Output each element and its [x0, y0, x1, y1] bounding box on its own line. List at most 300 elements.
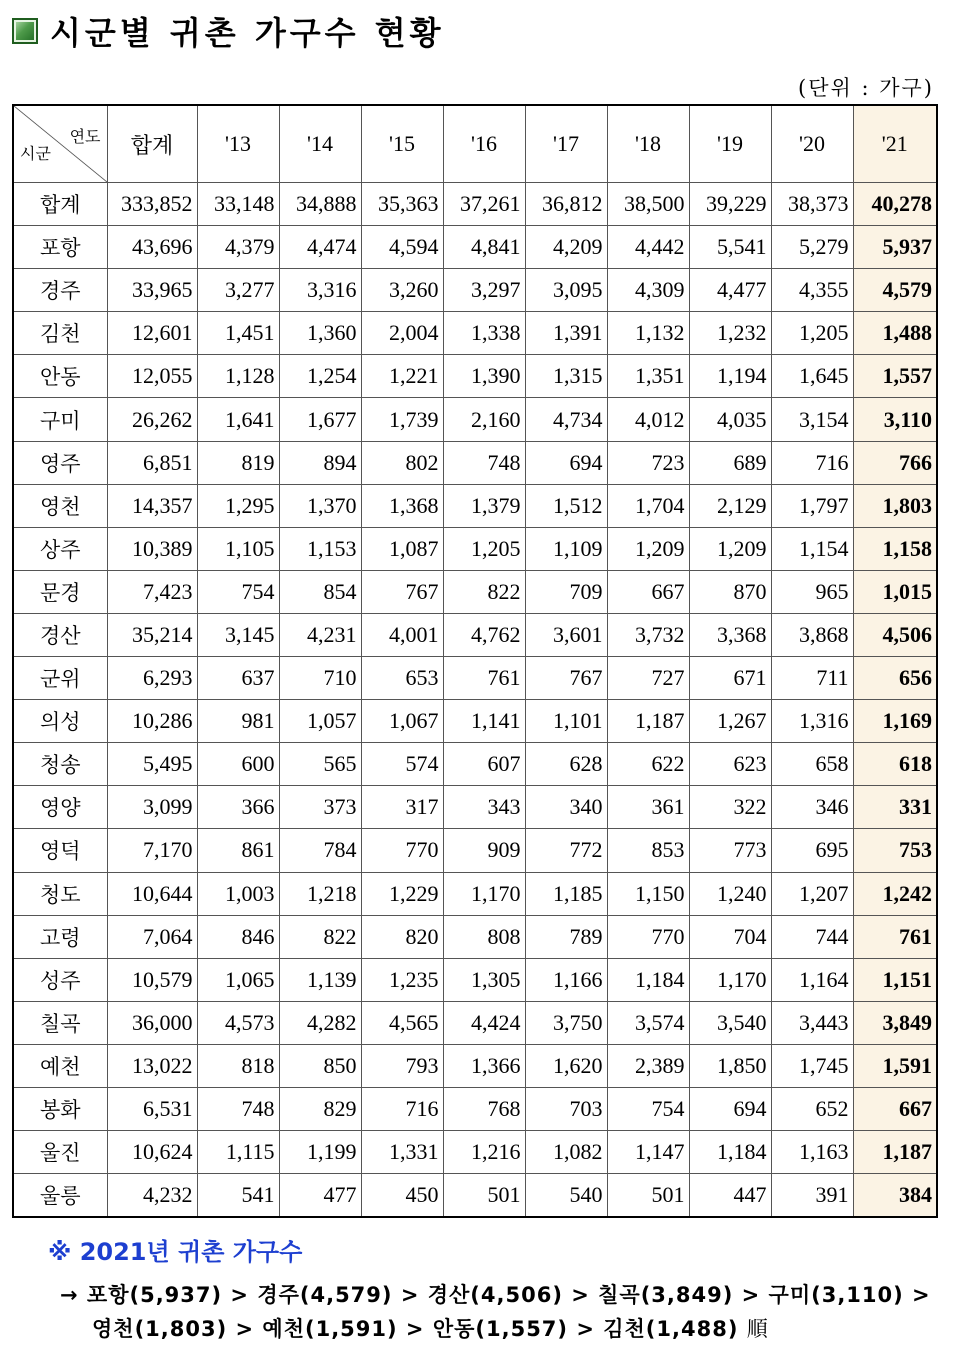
- value-cell: 1,105: [197, 527, 279, 570]
- value-cell: 12,601: [107, 312, 197, 355]
- value-cell: 3,260: [361, 269, 443, 312]
- value-cell: 3,277: [197, 269, 279, 312]
- table-row: [13, 786, 937, 829]
- value-cell: 10,624: [107, 1131, 197, 1174]
- value-cell: 704: [689, 915, 771, 958]
- value-cell: 773: [689, 829, 771, 872]
- value-cell: 727: [607, 657, 689, 700]
- value-cell: 1,240: [689, 872, 771, 915]
- value-cell: 5,279: [771, 226, 853, 269]
- value-cell: 13,022: [107, 1044, 197, 1087]
- value-cell: 667: [853, 1087, 937, 1130]
- value-cell: 33,965: [107, 269, 197, 312]
- value-cell: 1,216: [443, 1131, 525, 1174]
- value-cell: 391: [771, 1174, 853, 1217]
- value-cell: 1,184: [607, 958, 689, 1001]
- value-cell: 981: [197, 700, 279, 743]
- value-cell: 744: [771, 915, 853, 958]
- table-header-row: [13, 105, 937, 183]
- value-cell: 1,170: [443, 872, 525, 915]
- value-cell: 1,232: [689, 312, 771, 355]
- region-cell: 경산: [13, 613, 107, 656]
- value-cell: 1,254: [279, 355, 361, 398]
- value-cell: 7,170: [107, 829, 197, 872]
- value-cell: 2,004: [361, 312, 443, 355]
- region-cell: 영덕: [13, 829, 107, 872]
- table-row: [13, 657, 937, 700]
- note-heading: ※ 2021년 귀촌 가구수: [48, 1238, 303, 1266]
- value-cell: 607: [443, 743, 525, 786]
- value-cell: 2,389: [607, 1044, 689, 1087]
- value-cell: 1,390: [443, 355, 525, 398]
- value-cell: 14,357: [107, 484, 197, 527]
- value-cell: 340: [525, 786, 607, 829]
- table-row: [13, 570, 937, 613]
- value-cell: 784: [279, 829, 361, 872]
- value-cell: 909: [443, 829, 525, 872]
- value-cell: 4,001: [361, 613, 443, 656]
- value-cell: 716: [361, 1087, 443, 1130]
- value-cell: 1,267: [689, 700, 771, 743]
- table-row: [13, 355, 937, 398]
- value-cell: 4,477: [689, 269, 771, 312]
- table-row: [13, 441, 937, 484]
- region-cell: 안동: [13, 355, 107, 398]
- value-cell: 3,110: [853, 398, 937, 441]
- green-square-bullet-icon: [12, 18, 38, 44]
- value-cell: 1,109: [525, 527, 607, 570]
- value-cell: 820: [361, 915, 443, 958]
- value-cell: 1,003: [197, 872, 279, 915]
- region-cell: 봉화: [13, 1087, 107, 1130]
- column-header: '17: [525, 105, 607, 183]
- region-cell: 군위: [13, 657, 107, 700]
- value-cell: 1,351: [607, 355, 689, 398]
- value-cell: 793: [361, 1044, 443, 1087]
- table-row: [13, 829, 937, 872]
- value-cell: 1,803: [853, 484, 937, 527]
- value-cell: 1,739: [361, 398, 443, 441]
- value-cell: 623: [689, 743, 771, 786]
- region-cell: 김천: [13, 312, 107, 355]
- value-cell: 3,750: [525, 1001, 607, 1044]
- table-row: [13, 700, 937, 743]
- value-cell: 3,601: [525, 613, 607, 656]
- value-cell: 671: [689, 657, 771, 700]
- value-cell: 1,205: [771, 312, 853, 355]
- value-cell: 1,153: [279, 527, 361, 570]
- table-row: [13, 269, 937, 312]
- value-cell: 4,012: [607, 398, 689, 441]
- value-cell: 1,641: [197, 398, 279, 441]
- value-cell: 37,261: [443, 183, 525, 226]
- value-cell: 618: [853, 743, 937, 786]
- region-cell: 영천: [13, 484, 107, 527]
- value-cell: 38,373: [771, 183, 853, 226]
- value-cell: 3,099: [107, 786, 197, 829]
- table-row: [13, 613, 937, 656]
- value-cell: 33,148: [197, 183, 279, 226]
- value-cell: 754: [607, 1087, 689, 1130]
- value-cell: 4,442: [607, 226, 689, 269]
- value-cell: 766: [853, 441, 937, 484]
- table-row: [13, 1087, 937, 1130]
- value-cell: 709: [525, 570, 607, 613]
- column-header: '18: [607, 105, 689, 183]
- value-cell: 447: [689, 1174, 771, 1217]
- value-cell: 710: [279, 657, 361, 700]
- value-cell: 4,474: [279, 226, 361, 269]
- table-row: [13, 1044, 937, 1087]
- value-cell: 767: [525, 657, 607, 700]
- value-cell: 1,366: [443, 1044, 525, 1087]
- value-cell: 1,677: [279, 398, 361, 441]
- table-row: [13, 1131, 937, 1174]
- value-cell: 3,443: [771, 1001, 853, 1044]
- value-cell: 667: [607, 570, 689, 613]
- corner-year-label: 연도: [69, 127, 101, 146]
- value-cell: 653: [361, 657, 443, 700]
- value-cell: 1,169: [853, 700, 937, 743]
- table-row: [13, 915, 937, 958]
- value-cell: 748: [443, 441, 525, 484]
- value-cell: 861: [197, 829, 279, 872]
- value-cell: 789: [525, 915, 607, 958]
- value-cell: 3,732: [607, 613, 689, 656]
- value-cell: 1,151: [853, 958, 937, 1001]
- value-cell: 5,937: [853, 226, 937, 269]
- value-cell: 38,500: [607, 183, 689, 226]
- value-cell: 1,704: [607, 484, 689, 527]
- value-cell: 819: [197, 441, 279, 484]
- ranking-line-2: [60, 1312, 940, 1346]
- value-cell: 4,309: [607, 269, 689, 312]
- value-cell: 1,132: [607, 312, 689, 355]
- region-cell: 청송: [13, 743, 107, 786]
- table-row: [13, 484, 937, 527]
- value-cell: 818: [197, 1044, 279, 1087]
- value-cell: 1,166: [525, 958, 607, 1001]
- value-cell: 1,316: [771, 700, 853, 743]
- column-header: '21: [853, 105, 937, 183]
- value-cell: 343: [443, 786, 525, 829]
- value-cell: 768: [443, 1087, 525, 1130]
- value-cell: 3,849: [853, 1001, 937, 1044]
- value-cell: 346: [771, 786, 853, 829]
- value-cell: 600: [197, 743, 279, 786]
- value-cell: 3,574: [607, 1001, 689, 1044]
- value-cell: 4,565: [361, 1001, 443, 1044]
- value-cell: 850: [279, 1044, 361, 1087]
- value-cell: 4,379: [197, 226, 279, 269]
- region-cell: 구미: [13, 398, 107, 441]
- value-cell: 36,000: [107, 1001, 197, 1044]
- region-cell: 문경: [13, 570, 107, 613]
- value-cell: 770: [607, 915, 689, 958]
- value-cell: 1,164: [771, 958, 853, 1001]
- value-cell: 1,187: [607, 700, 689, 743]
- value-cell: 366: [197, 786, 279, 829]
- value-cell: 1,101: [525, 700, 607, 743]
- table-corner-cell: [13, 105, 107, 183]
- value-cell: 4,762: [443, 613, 525, 656]
- value-cell: 770: [361, 829, 443, 872]
- value-cell: 1,229: [361, 872, 443, 915]
- value-cell: 1,488: [853, 312, 937, 355]
- value-cell: 1,315: [525, 355, 607, 398]
- value-cell: 1,207: [771, 872, 853, 915]
- value-cell: 2,129: [689, 484, 771, 527]
- value-cell: 4,232: [107, 1174, 197, 1217]
- value-cell: 501: [607, 1174, 689, 1217]
- value-cell: 1,194: [689, 355, 771, 398]
- value-cell: 1,065: [197, 958, 279, 1001]
- value-cell: 540: [525, 1174, 607, 1217]
- value-cell: 1,391: [525, 312, 607, 355]
- value-cell: 694: [525, 441, 607, 484]
- value-cell: 716: [771, 441, 853, 484]
- value-cell: 723: [607, 441, 689, 484]
- column-header: '13: [197, 105, 279, 183]
- value-cell: 3,145: [197, 613, 279, 656]
- unit-label: (단위 : 가구): [798, 76, 934, 100]
- value-cell: 333,852: [107, 183, 197, 226]
- value-cell: 3,540: [689, 1001, 771, 1044]
- value-cell: 40,278: [853, 183, 937, 226]
- table-row: [13, 226, 937, 269]
- value-cell: 829: [279, 1087, 361, 1130]
- value-cell: 1,154: [771, 527, 853, 570]
- table-row: [13, 743, 937, 786]
- value-cell: 3,154: [771, 398, 853, 441]
- value-cell: 1,368: [361, 484, 443, 527]
- value-cell: 6,851: [107, 441, 197, 484]
- value-cell: 822: [443, 570, 525, 613]
- value-cell: 1,209: [607, 527, 689, 570]
- table-row: [13, 1174, 937, 1217]
- value-cell: 1,187: [853, 1131, 937, 1174]
- value-cell: 10,579: [107, 958, 197, 1001]
- value-cell: 1,745: [771, 1044, 853, 1087]
- region-cell: 상주: [13, 527, 107, 570]
- value-cell: 711: [771, 657, 853, 700]
- value-cell: 1,185: [525, 872, 607, 915]
- region-cell: 경주: [13, 269, 107, 312]
- value-cell: 3,868: [771, 613, 853, 656]
- value-cell: 39,229: [689, 183, 771, 226]
- value-cell: 1,147: [607, 1131, 689, 1174]
- value-cell: 1,015: [853, 570, 937, 613]
- value-cell: 808: [443, 915, 525, 958]
- value-cell: 753: [853, 829, 937, 872]
- value-cell: 35,363: [361, 183, 443, 226]
- value-cell: 477: [279, 1174, 361, 1217]
- value-cell: 3,316: [279, 269, 361, 312]
- value-cell: 1,295: [197, 484, 279, 527]
- value-cell: 3,297: [443, 269, 525, 312]
- value-cell: 1,591: [853, 1044, 937, 1087]
- value-cell: 4,035: [689, 398, 771, 441]
- region-cell: 포항: [13, 226, 107, 269]
- region-cell: 칠곡: [13, 1001, 107, 1044]
- value-cell: 34,888: [279, 183, 361, 226]
- region-cell: 예천: [13, 1044, 107, 1087]
- value-cell: 1,218: [279, 872, 361, 915]
- value-cell: 854: [279, 570, 361, 613]
- value-cell: 1,451: [197, 312, 279, 355]
- value-cell: 7,064: [107, 915, 197, 958]
- value-cell: 1,128: [197, 355, 279, 398]
- value-cell: 450: [361, 1174, 443, 1217]
- value-cell: 822: [279, 915, 361, 958]
- value-cell: 384: [853, 1174, 937, 1217]
- value-cell: 4,355: [771, 269, 853, 312]
- value-cell: 1,067: [361, 700, 443, 743]
- value-cell: 1,242: [853, 872, 937, 915]
- value-cell: 1,184: [689, 1131, 771, 1174]
- value-cell: 628: [525, 743, 607, 786]
- value-cell: 10,286: [107, 700, 197, 743]
- ranking-text: [60, 1278, 940, 1346]
- value-cell: 4,231: [279, 613, 361, 656]
- region-cell: 고령: [13, 915, 107, 958]
- region-cell: 영주: [13, 441, 107, 484]
- value-cell: 656: [853, 657, 937, 700]
- value-cell: 4,734: [525, 398, 607, 441]
- value-cell: 802: [361, 441, 443, 484]
- value-cell: 7,423: [107, 570, 197, 613]
- value-cell: 501: [443, 1174, 525, 1217]
- value-cell: 1,360: [279, 312, 361, 355]
- value-cell: 1,370: [279, 484, 361, 527]
- value-cell: 1,557: [853, 355, 937, 398]
- value-cell: 4,579: [853, 269, 937, 312]
- region-cell: 영양: [13, 786, 107, 829]
- column-header: '14: [279, 105, 361, 183]
- value-cell: 5,541: [689, 226, 771, 269]
- value-cell: 1,170: [689, 958, 771, 1001]
- value-cell: 1,379: [443, 484, 525, 527]
- table-row: [13, 312, 937, 355]
- value-cell: 754: [197, 570, 279, 613]
- value-cell: 1,141: [443, 700, 525, 743]
- value-cell: 846: [197, 915, 279, 958]
- value-cell: 4,841: [443, 226, 525, 269]
- value-cell: 1,209: [689, 527, 771, 570]
- value-cell: 772: [525, 829, 607, 872]
- value-cell: 373: [279, 786, 361, 829]
- value-cell: 761: [443, 657, 525, 700]
- table-row: [13, 958, 937, 1001]
- value-cell: 1,221: [361, 355, 443, 398]
- value-cell: 4,573: [197, 1001, 279, 1044]
- value-cell: 35,214: [107, 613, 197, 656]
- value-cell: 3,368: [689, 613, 771, 656]
- table-row: [13, 398, 937, 441]
- value-cell: 1,645: [771, 355, 853, 398]
- value-cell: 6,293: [107, 657, 197, 700]
- ranking-line-1: → 포항(5,937) > 경주(4,579) > 경산(4,506) > 칠곡(3,849) > 구미(3,110) >: [60, 1283, 931, 1307]
- value-cell: 1,205: [443, 527, 525, 570]
- value-cell: 1,087: [361, 527, 443, 570]
- value-cell: 748: [197, 1087, 279, 1130]
- value-cell: 695: [771, 829, 853, 872]
- value-cell: 10,389: [107, 527, 197, 570]
- value-cell: 622: [607, 743, 689, 786]
- column-header: '15: [361, 105, 443, 183]
- value-cell: 1,797: [771, 484, 853, 527]
- value-cell: 26,262: [107, 398, 197, 441]
- value-cell: 694: [689, 1087, 771, 1130]
- table-row: [13, 527, 937, 570]
- ranking-line-2-text: 영천(1,803) > 예천(1,591) > 안동(1,557) > 김천(1,488): [92, 1317, 739, 1341]
- value-cell: 322: [689, 786, 771, 829]
- value-cell: 331: [853, 786, 937, 829]
- value-cell: 894: [279, 441, 361, 484]
- value-cell: 361: [607, 786, 689, 829]
- value-cell: 541: [197, 1174, 279, 1217]
- table-body: [13, 183, 937, 1218]
- value-cell: 652: [771, 1087, 853, 1130]
- value-cell: 1,158: [853, 527, 937, 570]
- column-header: '20: [771, 105, 853, 183]
- value-cell: 43,696: [107, 226, 197, 269]
- value-cell: 965: [771, 570, 853, 613]
- ranking-suffix: 順: [746, 1317, 769, 1341]
- value-cell: 761: [853, 915, 937, 958]
- value-cell: 1,115: [197, 1131, 279, 1174]
- value-cell: 6,531: [107, 1087, 197, 1130]
- value-cell: 317: [361, 786, 443, 829]
- value-cell: 1,620: [525, 1044, 607, 1087]
- region-cell: 의성: [13, 700, 107, 743]
- region-cell: 울릉: [13, 1174, 107, 1217]
- page-title: 시군별 귀촌 가구수 현황: [50, 14, 445, 52]
- value-cell: 574: [361, 743, 443, 786]
- value-cell: 1,199: [279, 1131, 361, 1174]
- value-cell: 5,495: [107, 743, 197, 786]
- value-cell: 1,235: [361, 958, 443, 1001]
- region-cell: 울진: [13, 1131, 107, 1174]
- value-cell: 1,150: [607, 872, 689, 915]
- value-cell: 1,139: [279, 958, 361, 1001]
- value-cell: 1,163: [771, 1131, 853, 1174]
- column-header: '19: [689, 105, 771, 183]
- value-cell: 3,095: [525, 269, 607, 312]
- table-row: [13, 1001, 937, 1044]
- value-cell: 1,512: [525, 484, 607, 527]
- table-row: [13, 872, 937, 915]
- value-cell: 10,644: [107, 872, 197, 915]
- value-cell: 1,338: [443, 312, 525, 355]
- value-cell: 565: [279, 743, 361, 786]
- region-cell: 합계: [13, 183, 107, 226]
- value-cell: 1,057: [279, 700, 361, 743]
- value-cell: 767: [361, 570, 443, 613]
- households-table: [12, 104, 938, 1218]
- value-cell: 1,331: [361, 1131, 443, 1174]
- table-row: [13, 183, 937, 226]
- value-cell: 853: [607, 829, 689, 872]
- value-cell: 4,594: [361, 226, 443, 269]
- column-header: '16: [443, 105, 525, 183]
- value-cell: 2,160: [443, 398, 525, 441]
- column-header: 합계: [107, 105, 197, 183]
- value-cell: 12,055: [107, 355, 197, 398]
- value-cell: 703: [525, 1087, 607, 1130]
- value-cell: 870: [689, 570, 771, 613]
- value-cell: 658: [771, 743, 853, 786]
